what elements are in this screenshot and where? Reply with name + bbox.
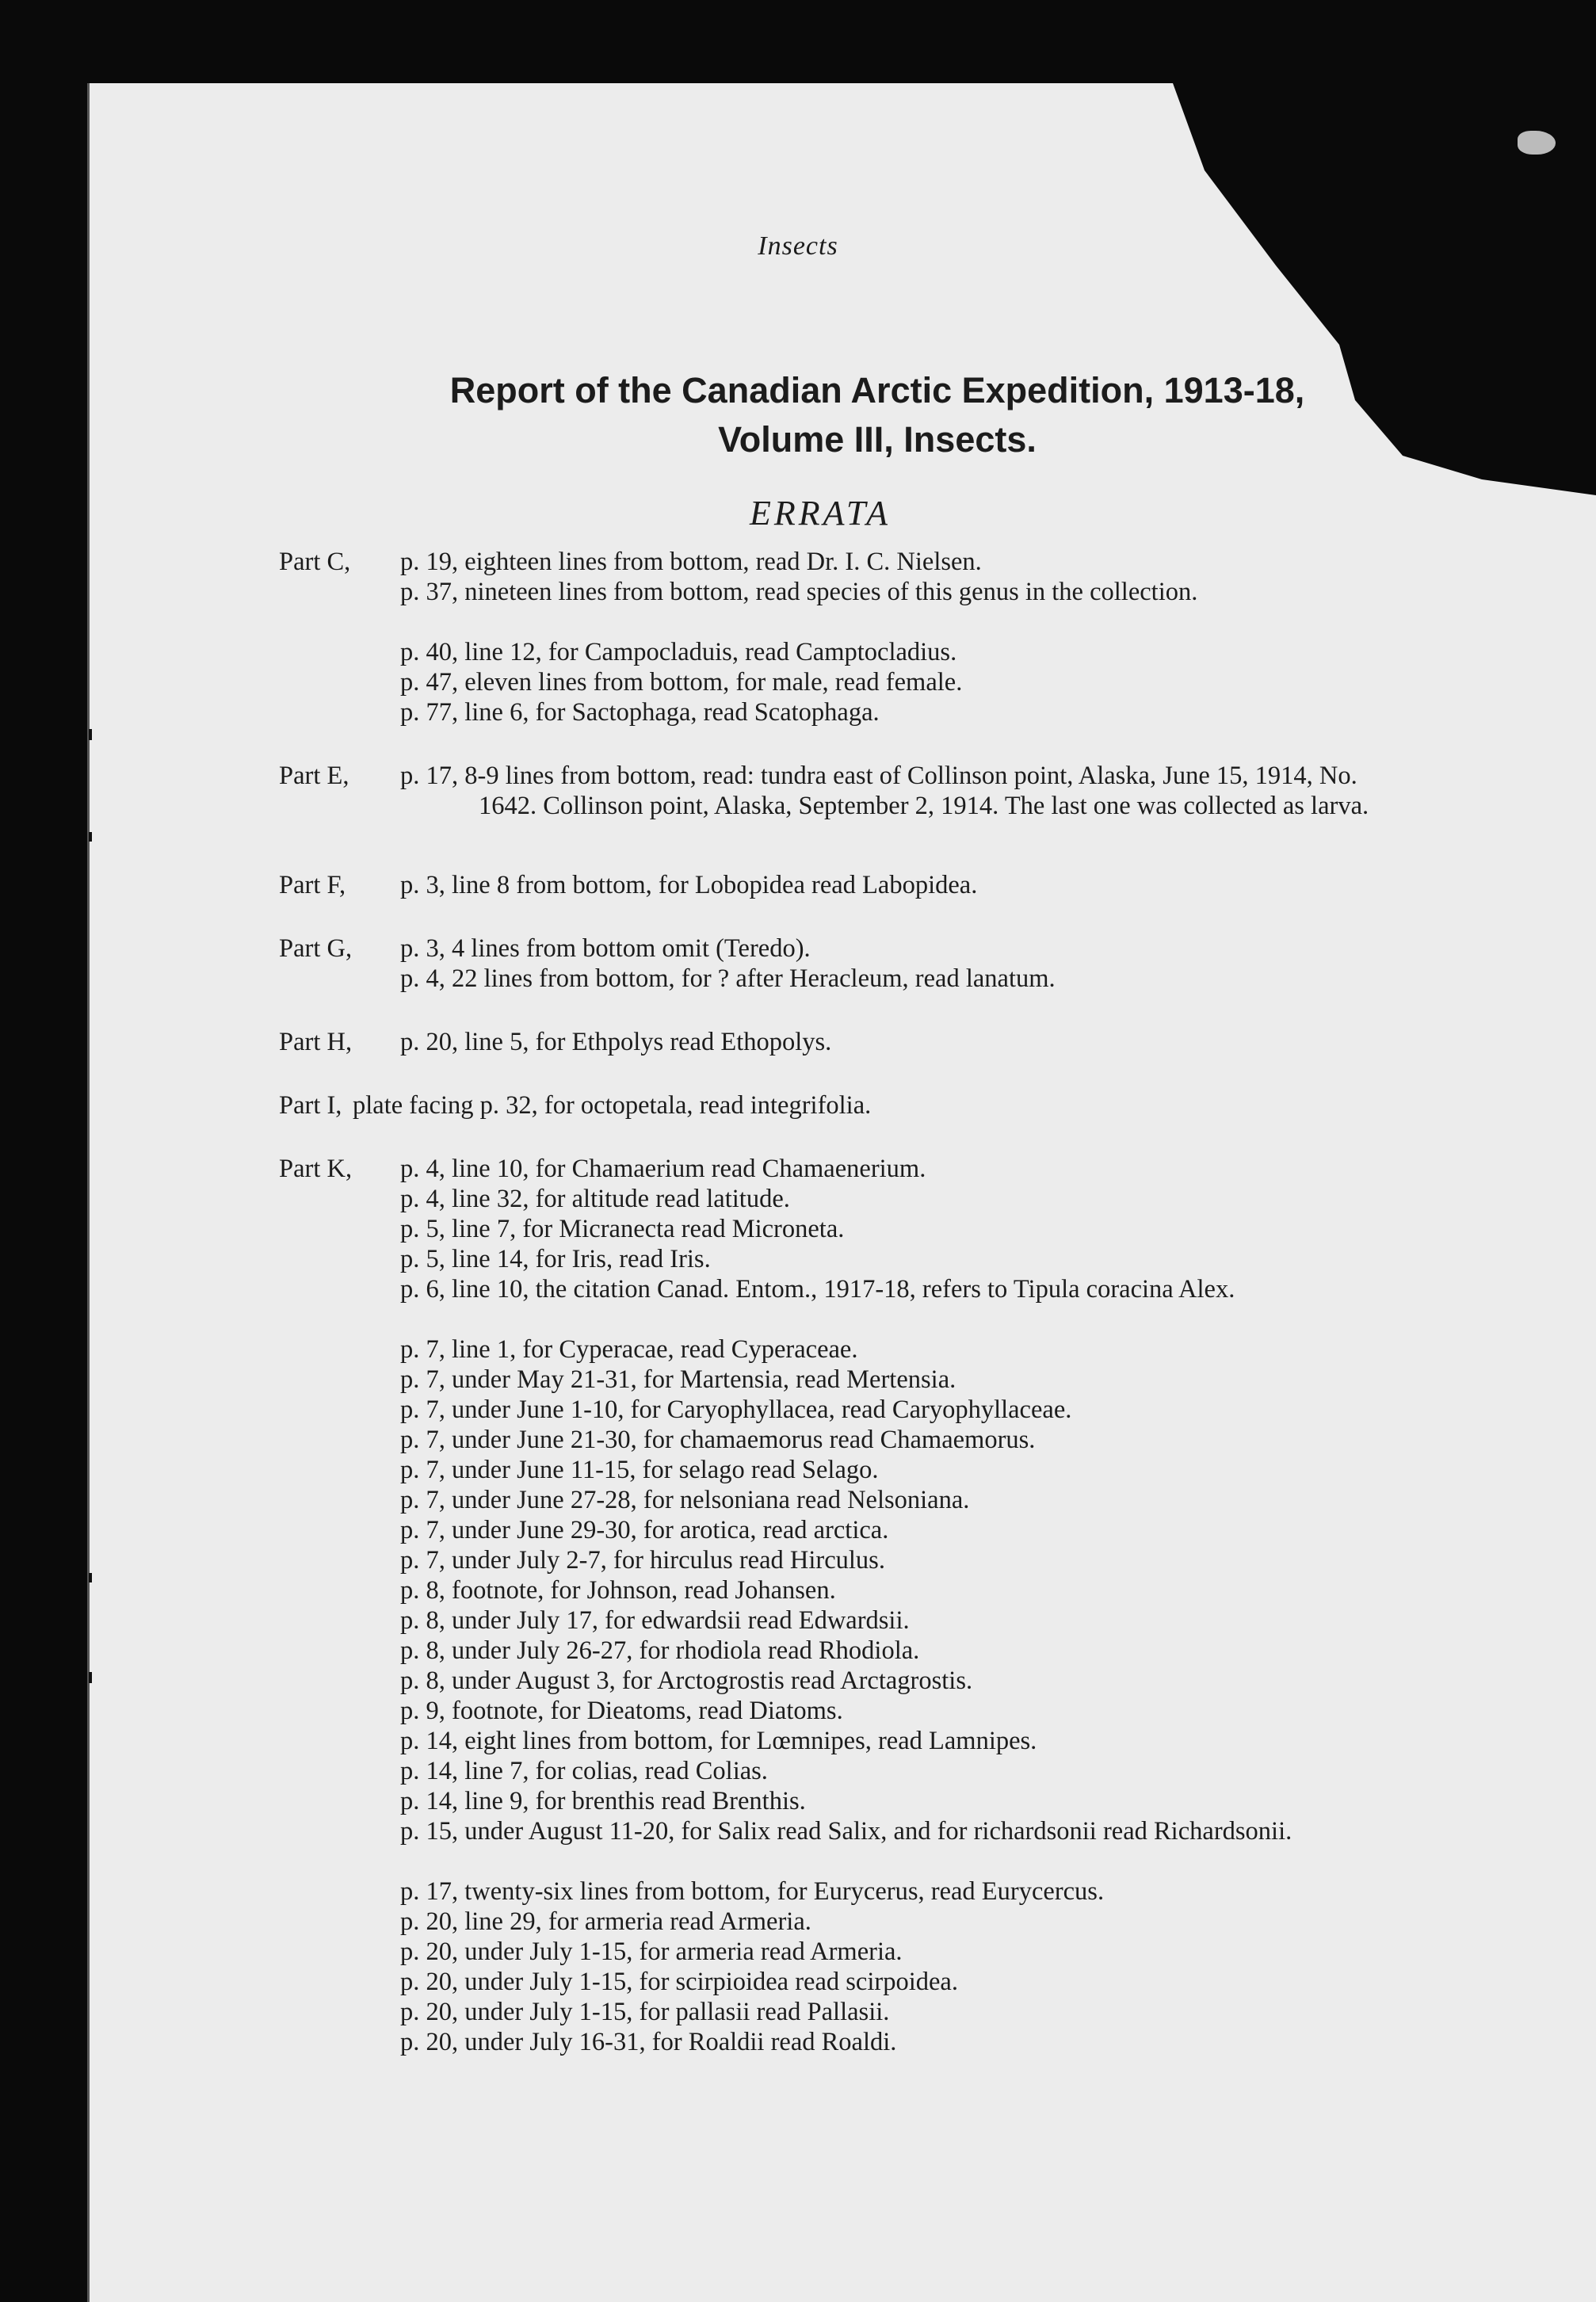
page-reference: p. 7, <box>400 1486 445 1514</box>
page-reference: p. 20, <box>400 1907 459 1936</box>
correction-text: line 12, for Campocladuis, read Camptocladius. <box>464 638 957 666</box>
page-reference: p. 5, <box>400 1215 445 1243</box>
page-reference: p. 19, <box>400 548 459 576</box>
margin-mark <box>89 729 92 740</box>
page-reference: p. 6, <box>400 1275 445 1304</box>
correction-text: under July 2-7, for hirculus read Hirculus. <box>452 1546 885 1575</box>
correction-text: eighteen lines from bottom, read Dr. I. C. Nielsen. <box>464 548 982 576</box>
correction-text: line 5, for Ethpolys read Ethopolys. <box>464 1028 832 1056</box>
page-reference: p. 7, <box>400 1426 445 1454</box>
page-reference: p. 14, <box>400 1727 459 1755</box>
correction-text: line 7, for colias, read Colias. <box>464 1757 768 1785</box>
part-label: Part C, <box>279 548 351 576</box>
correction-text: under June 11-15, for selago read Selago. <box>452 1456 879 1484</box>
correction-text: line 9, for brenthis read Brenthis. <box>464 1787 806 1815</box>
correction-text: 8-9 lines from bottom, read: tundra east of Collinson point, Alaska, June 15, 1914, No. 1642. Collinson point, Alaska, September 2, 1914. The last one was collected as larva. <box>464 762 1369 820</box>
running-header: Insects <box>758 231 838 261</box>
page-reference: p. 7, <box>400 1456 445 1484</box>
margin-mark <box>89 1672 92 1683</box>
correction-text: nineteen lines from bottom, read species of this genus in the collection. <box>464 578 1198 606</box>
correction-text: under July 17, for edwardsii read Edwardsii. <box>452 1606 910 1635</box>
page-reference: p. 8, <box>400 1606 445 1635</box>
page-reference: p. 4, <box>400 1155 445 1183</box>
correction-text: under July 1-15, for scirpioidea read scirpoidea. <box>464 1968 958 1996</box>
page-reference: p. 40, <box>400 638 459 666</box>
margin-mark <box>89 1573 92 1582</box>
correction-text: twenty-six lines from bottom, for Eurycerus, read Eurycercus. <box>464 1877 1105 1906</box>
page-reference: p. 17, <box>400 762 459 790</box>
page-reference: p. 20, <box>400 1937 459 1966</box>
correction-text: line 8 from bottom, for Lobopidea read Labopidea. <box>452 871 978 899</box>
correction-text: under May 21-31, for Martensia, read Mertensia. <box>452 1365 956 1394</box>
page-reference: p. 77, <box>400 698 459 727</box>
title-line-1: Report of the Canadian Arctic Expedition, 1913-18, <box>449 370 1305 410</box>
correction-text: under July 1-15, for pallasii read Pallasii. <box>464 1998 890 2026</box>
margin-mark <box>89 832 92 842</box>
page-reference: p. 3, <box>400 934 445 963</box>
correction-text: for octopetala, read integrifolia. <box>544 1091 872 1120</box>
page-reference: p. 8, <box>400 1636 445 1665</box>
page-reference: p. 7, <box>400 1546 445 1575</box>
page-reference: p. 47, <box>400 668 459 697</box>
page-reference: p. 7, <box>400 1395 445 1424</box>
page-reference: p. 5, <box>400 1245 445 1273</box>
page-reference: plate facing p. 32, <box>353 1091 538 1120</box>
correction-text: line 10, for Chamaerium read Chamaenerium. <box>452 1155 926 1183</box>
page-reference: p. 17, <box>400 1877 459 1906</box>
title-line-2: Volume III, Insects. <box>718 419 1037 460</box>
page-reference: p. 4, <box>400 1185 445 1213</box>
correction-text: line 29, for armeria read Armeria. <box>464 1907 811 1936</box>
page-reference: p. 9, <box>400 1697 445 1725</box>
page-reference: p. 3, <box>400 871 445 899</box>
correction-text: under June 27-28, for nelsoniana read Nelsoniana. <box>452 1486 970 1514</box>
page-reference: p. 7, <box>400 1365 445 1394</box>
correction-text: line 1, for Cyperacae, read Cyperaceae. <box>452 1335 858 1364</box>
correction-text: 22 lines from bottom, for ? after Heracleum, read lanatum. <box>452 964 1056 993</box>
paper-fragment <box>1518 131 1556 155</box>
page-reference: p. 14, <box>400 1757 459 1785</box>
page-reference: p. 8, <box>400 1666 445 1695</box>
page-reference: p. 20, <box>400 1998 459 2026</box>
correction-text: under July 1-15, for armeria read Armeria. <box>464 1937 903 1966</box>
part-label: Part I, <box>279 1091 342 1120</box>
correction-text: under June 21-30, for chamaemorus read Chamaemorus. <box>452 1426 1036 1454</box>
correction-text: line 14, for Iris, read Iris. <box>452 1245 711 1273</box>
correction-text: under June 1-10, for Caryophyllacea, read Caryophyllaceae. <box>452 1395 1072 1424</box>
correction-text: 4 lines from bottom omit (Teredo). <box>452 934 811 963</box>
page-reference: p. 20, <box>400 1968 459 1996</box>
part-label: Part G, <box>279 934 353 963</box>
correction-text: under July 26-27, for rhodiola read Rhodiola. <box>452 1636 920 1665</box>
document-title <box>0 366 1596 464</box>
part-label: Part F, <box>279 871 346 899</box>
correction-text: eleven lines from bottom, for male, read female. <box>464 668 963 697</box>
part-label: Part K, <box>279 1155 353 1183</box>
correction-text: under June 29-30, for arotica, read arctica. <box>452 1516 889 1544</box>
correction-text: line 6, for Sactophaga, read Scatophaga. <box>464 698 880 727</box>
correction-text: line 10, the citation Canad. Entom., 1917-18, refers to Tipula coracina Alex. <box>452 1275 1235 1304</box>
correction-text: footnote, for Dieatoms, read Diatoms. <box>452 1697 843 1725</box>
page-reference: p. 7, <box>400 1335 445 1364</box>
correction-text: under July 16-31, for Roaldii read Roaldi. <box>464 2028 897 2056</box>
correction-text: line 7, for Micranecta read Microneta. <box>452 1215 845 1243</box>
correction-text: under August 3, for Arctogrostis read Arctagrostis. <box>452 1666 973 1695</box>
page-reference: p. 15, <box>400 1817 459 1846</box>
page-reference: p. 14, <box>400 1787 459 1815</box>
page-reference: p. 37, <box>400 578 459 606</box>
page-reference: p. 20, <box>400 1028 459 1056</box>
page-reference: p. 4, <box>400 964 445 993</box>
correction-text: eight lines from bottom, for Lœmnipes, read Lamnipes. <box>464 1727 1037 1755</box>
correction-text: under August 11-20, for Salix read Salix, and for richardsonii read Richardsonii. <box>464 1817 1292 1846</box>
part-label: Part H, <box>279 1028 353 1056</box>
page-reference: p. 7, <box>400 1516 445 1544</box>
part-label: Part E, <box>279 762 349 790</box>
errata-heading: ERRATA <box>750 494 891 533</box>
page-reference: p. 20, <box>400 2028 459 2056</box>
page-reference: p. 8, <box>400 1576 445 1605</box>
correction-text: line 32, for altitude read latitude. <box>452 1185 790 1213</box>
correction-text: footnote, for Johnson, read Johansen. <box>452 1576 836 1605</box>
